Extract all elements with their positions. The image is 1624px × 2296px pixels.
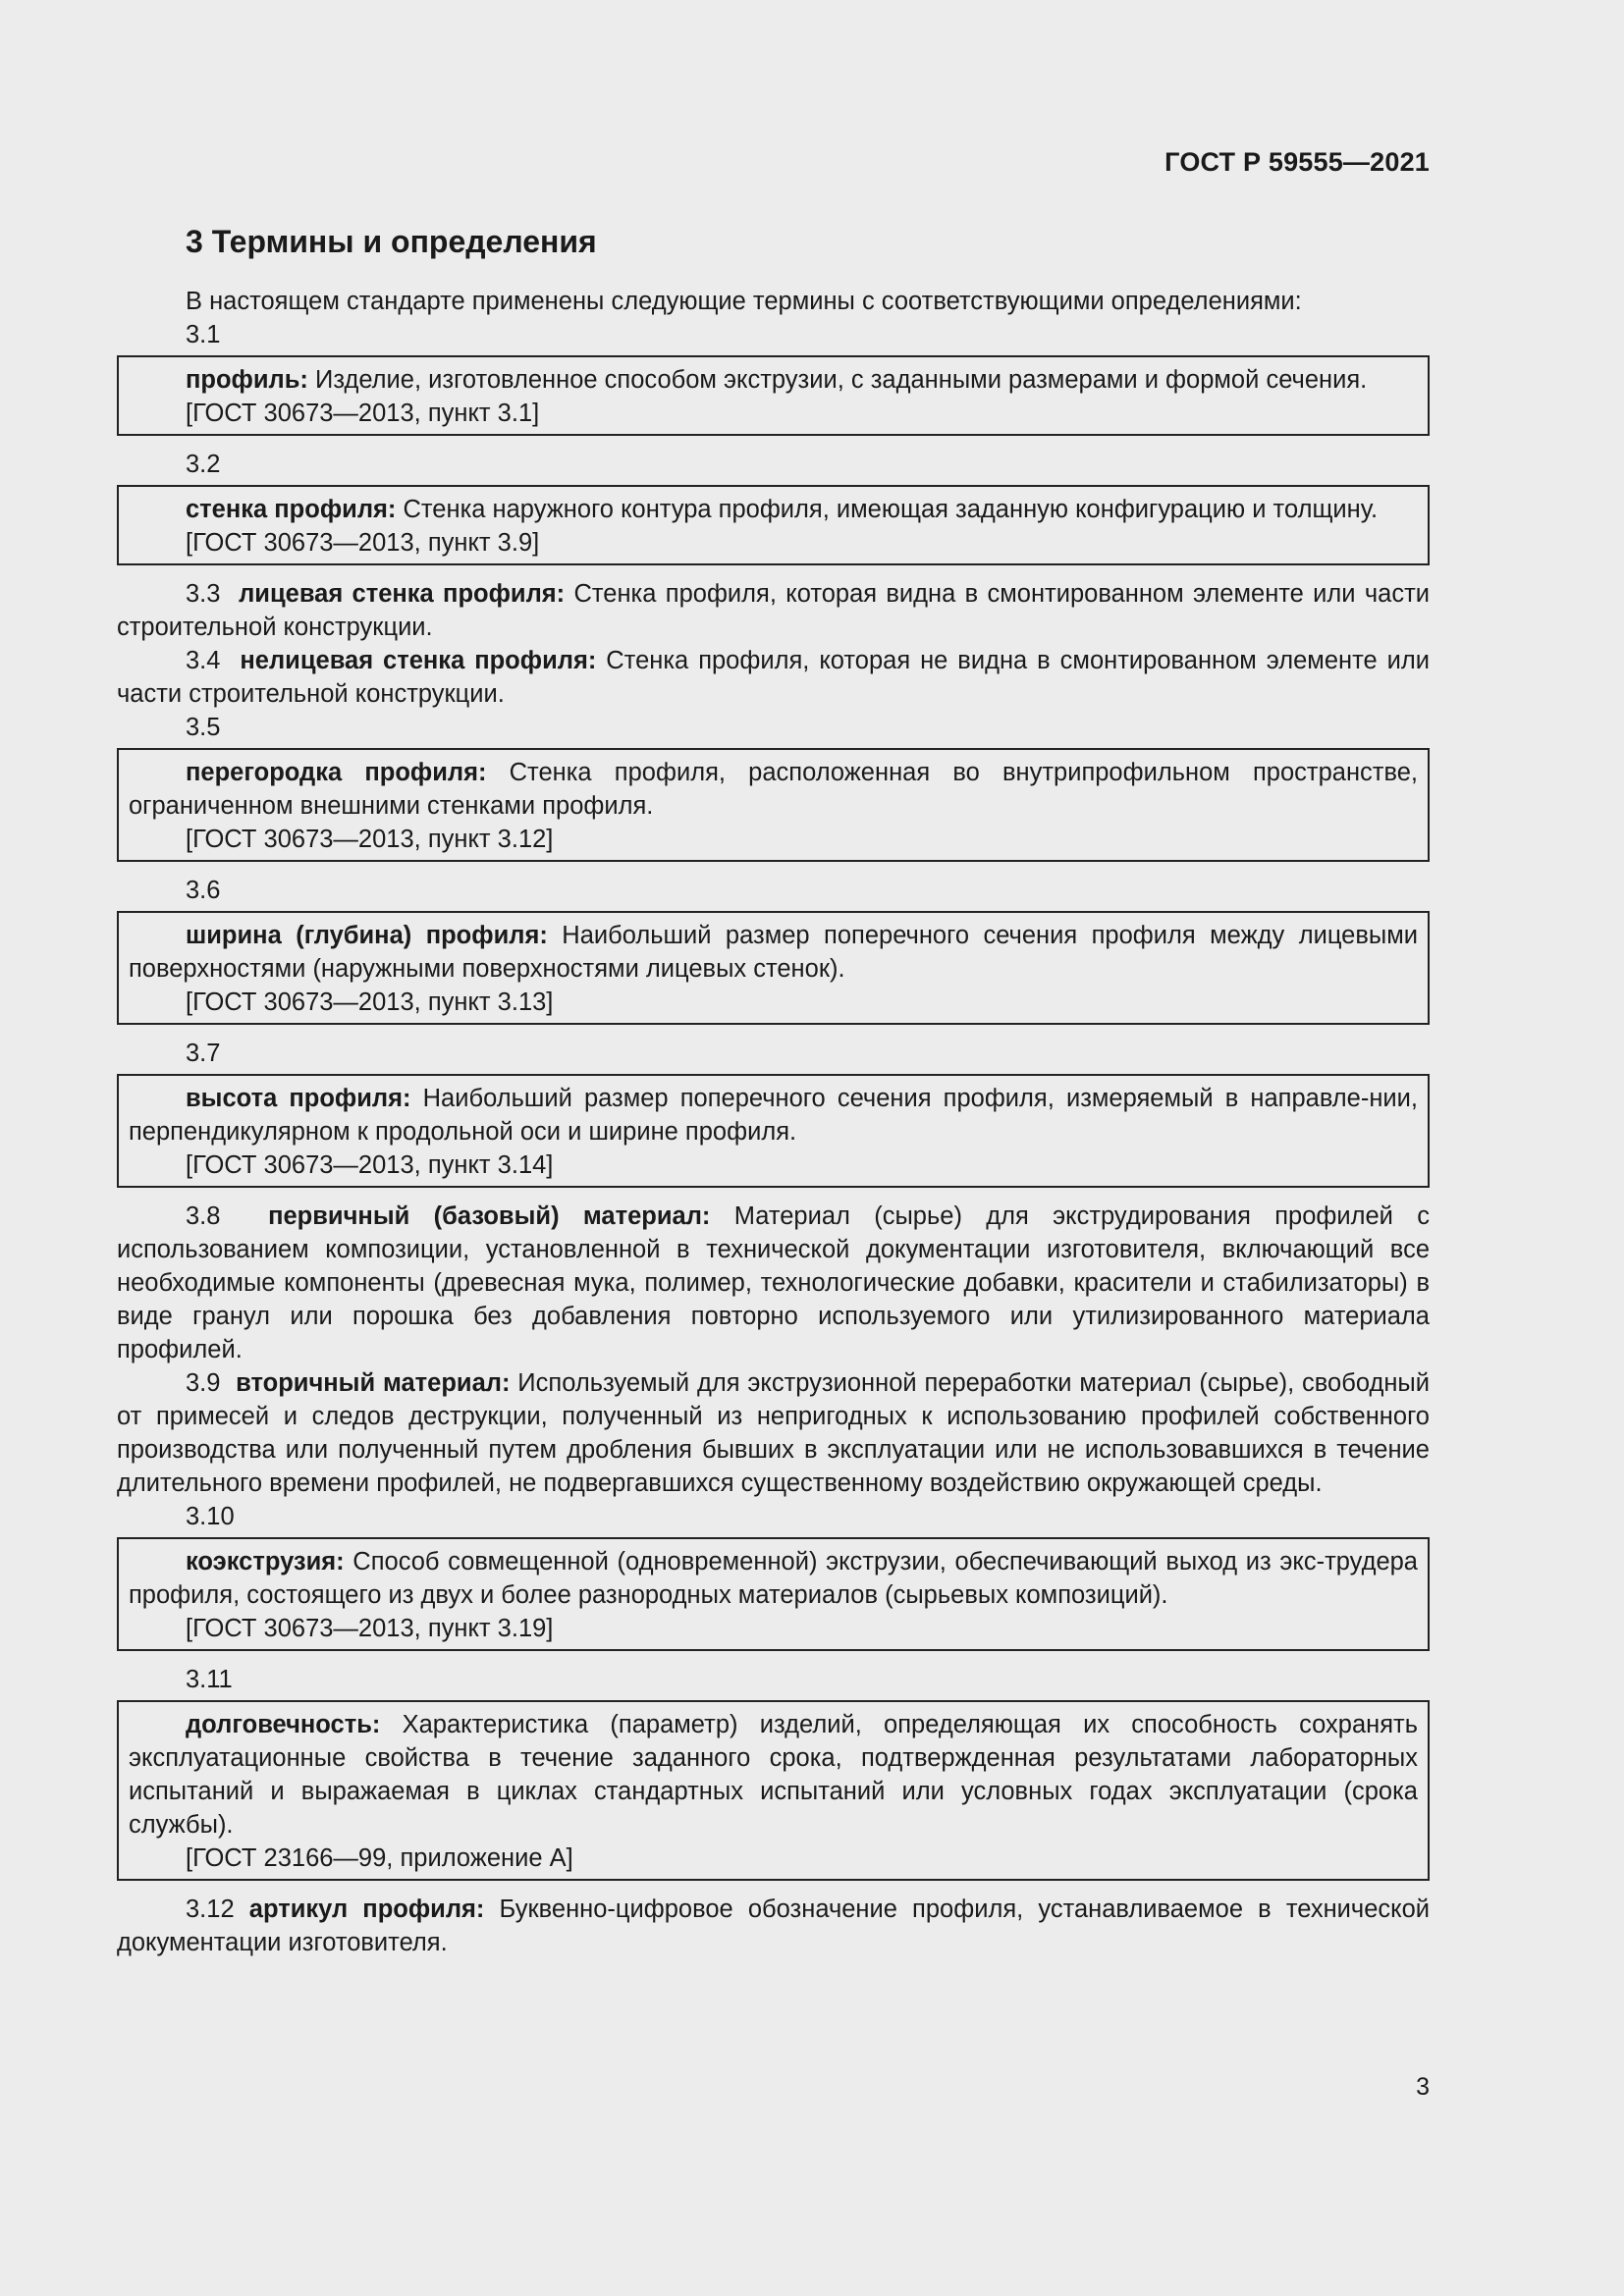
section-intro: В настоящем стандарте применены следующие термины с соответствующими определениями: (186, 288, 1302, 315)
term-reference: [ГОСТ 30673—2013, пункт 3.9] (186, 529, 540, 557)
term-text: Используемый для экструзионной переработки материал (сырье), свободный от примесей и следов деструкции, полученный из непригодных к использованию профилей собственного производства или полученный путем дробления бывших в эксплуатации или не использовавшихся в течение длительного времени профилей, не подвергавшихся существенному воздействию окружающей среды. (117, 1369, 1430, 1497)
term-reference: [ГОСТ 30673—2013, пункт 3.12] (186, 826, 554, 853)
term-definition (129, 1082, 1418, 1148)
term-box (117, 485, 1430, 565)
term-text: Стенка профиля, расположенная во внутрипрофильном пространстве, ограниченном внешними стенками профиля. (129, 759, 1418, 820)
term-number: 3.11 (186, 1666, 233, 1693)
term-reference: [ГОСТ 30673—2013, пункт 3.19] (186, 1615, 554, 1642)
term-box (117, 355, 1430, 436)
term-definition (129, 493, 1418, 526)
term-definition (117, 1893, 1430, 1959)
term-name: вторичный материал: (236, 1369, 511, 1397)
term-text: Стенка профиля, которая не видна в смонтированном элементе или части строительной конструкции. (117, 647, 1430, 708)
term-text: Характеристика (параметр) изделий, определяющая их способность сохранять эксплуатационные свойства в течение заданного срока, подтвержденная результатами лабораторных испытаний и выражаемая в циклах стандартных испытаний или условных годах эксплуатации (срока службы). (129, 1711, 1418, 1839)
term-number: 3.8 (186, 1202, 221, 1230)
term-definition (117, 644, 1430, 711)
term-number: 3.10 (186, 1503, 235, 1530)
term-definition (129, 756, 1418, 823)
term-name: долговечность: (186, 1711, 381, 1738)
term-definition (129, 1708, 1418, 1842)
term-number: 3.2 (186, 451, 221, 478)
term-name: лицевая стенка профиля: (239, 580, 566, 608)
term-number: 3.12 (186, 1896, 235, 1923)
term-text: Буквенно-цифровое обозначение профиля, устанавливаемое в технической документации изготовителя. (117, 1896, 1430, 1956)
term-reference: [ГОСТ 30673—2013, пункт 3.14] (186, 1151, 554, 1179)
term-number: 3.1 (186, 321, 221, 348)
term-reference: [ГОСТ 30673—2013, пункт 3.1] (186, 400, 540, 427)
term-box (117, 1537, 1430, 1651)
term-name: артикул профиля: (248, 1896, 485, 1923)
term-text: Изделие, изготовленное способом экструзии, с заданными размерами и формой сечения. (307, 366, 1368, 394)
term-text: Стенка наружного контура профиля, имеющая заданную конфигурацию и толщину. (396, 496, 1379, 523)
page-number: 3 (1416, 2073, 1430, 2101)
term-name: первичный (базовый) материал: (268, 1202, 711, 1230)
term-number: 3.4 (186, 647, 221, 674)
term-text: Стенка профиля, которая видна в смонтированном элементе или части строительной конструкции. (117, 580, 1430, 641)
term-definition (117, 1366, 1430, 1500)
term-name: нелицевая стенка профиля: (240, 647, 597, 674)
terms-content (117, 285, 1430, 1959)
term-number: 3.3 (186, 580, 221, 608)
term-name: ширина (глубина) профиля: (186, 922, 548, 949)
term-number: 3.5 (186, 714, 221, 741)
term-text: Наибольший размер поперечного сечения профиля, измеряемый в направле-нии, перпендикулярном к продольной оси и ширине профиля. (129, 1085, 1418, 1146)
term-reference: [ГОСТ 23166—99, приложение А] (186, 1844, 573, 1872)
document-code: ГОСТ Р 59555—2021 (1164, 147, 1430, 177)
term-text: Способ совмещенной (одновременной) экструзии, обеспечивающий выход из экс-трудера профиля, состоящего из двух и более разнородных материалов (сырьевых композиций). (129, 1548, 1418, 1609)
term-number: 3.9 (186, 1369, 221, 1397)
section-title: 3 Термины и определения (186, 224, 597, 259)
term-box (117, 1700, 1430, 1881)
term-name: перегородка профиля: (186, 759, 487, 786)
term-reference: [ГОСТ 30673—2013, пункт 3.13] (186, 988, 554, 1016)
term-name: высота профиля: (186, 1085, 411, 1112)
term-name: коэкструзия: (186, 1548, 345, 1575)
term-definition (129, 1545, 1418, 1612)
term-definition (117, 577, 1430, 644)
term-definition (129, 919, 1418, 986)
term-text: Наибольший размер поперечного сечения профиля между лицевыми поверхностями (наружными поверхностями лицевых стенок). (129, 922, 1418, 983)
term-number: 3.7 (186, 1040, 221, 1067)
term-name: стенка профиля: (186, 496, 397, 523)
term-box (117, 1074, 1430, 1188)
term-box (117, 911, 1430, 1025)
term-box (117, 748, 1430, 862)
term-name: профиль: (186, 366, 308, 394)
term-definition (129, 363, 1418, 397)
term-text: Материал (сырье) для экструдирования профилей с использованием композиции, установленной в технической документации изготовителя, включающий все необходимые компоненты (древесная мука, полимер, технологические добавки, красители и стабилизаторы) в виде гранул или порошка без добавления повторно используемого или утилизированного материала профилей. (117, 1202, 1430, 1363)
term-number: 3.6 (186, 877, 221, 904)
term-definition (117, 1200, 1430, 1366)
